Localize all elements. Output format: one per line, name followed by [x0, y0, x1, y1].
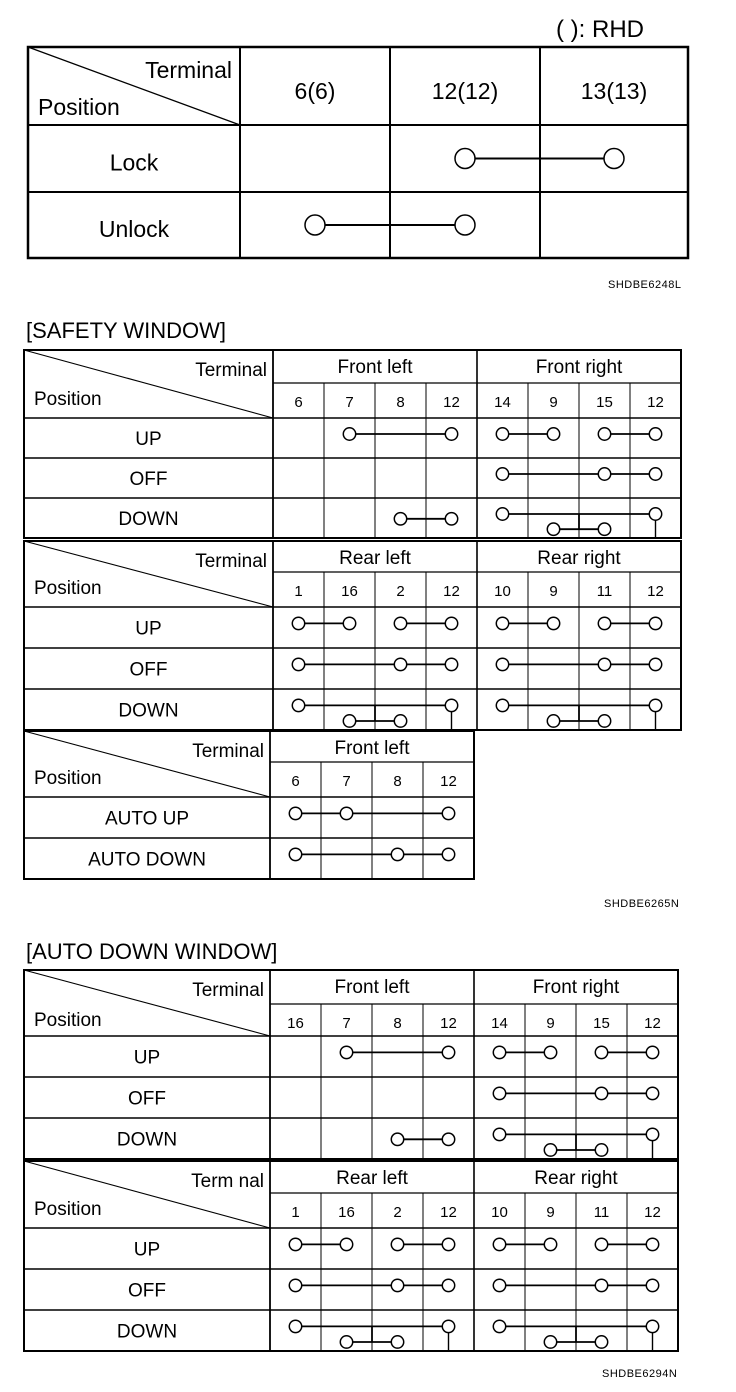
lock-row-position: Lock: [109, 149, 159, 176]
terminal-number: 12: [440, 1015, 457, 1032]
terminal-number: 11: [593, 1204, 610, 1221]
header-position-label: Position: [34, 389, 102, 410]
continuity-node: [391, 1336, 403, 1348]
position-label: AUTO UP: [104, 808, 190, 830]
continuity-node: [289, 1320, 301, 1332]
rhd-note: ( ): RHD: [556, 16, 644, 43]
position-label: UP: [133, 1047, 161, 1069]
continuity-node: [493, 1046, 505, 1058]
continuity-node: [544, 1336, 556, 1348]
terminal-number: 6: [291, 773, 300, 790]
terminal-group-label: Front left: [337, 357, 413, 378]
terminal-number: 1: [291, 1204, 300, 1221]
terminal-number: 8: [396, 394, 405, 411]
terminal-group-label: Rear left: [336, 1168, 408, 1189]
continuity-node: [493, 1279, 505, 1291]
continuity-node: [595, 1336, 607, 1348]
header-terminal-label: Terminal: [192, 980, 264, 1001]
continuity-node: [442, 1046, 454, 1058]
terminal-number: 2: [393, 1204, 402, 1221]
continuity-node: [391, 1279, 403, 1291]
continuity-node: [493, 1087, 505, 1099]
auto-down-window-code: SHDBE6294N: [602, 1368, 678, 1380]
continuity-node: [442, 1279, 454, 1291]
terminal-number: 9: [546, 1204, 555, 1221]
terminal-number: 8: [393, 1015, 402, 1032]
continuity-node: [595, 1279, 607, 1291]
lock-header-terminal: Terminal: [145, 57, 232, 83]
position-label: DOWN: [118, 509, 179, 530]
lock-row-position: Unlock: [98, 216, 170, 242]
safety-window-code: SHDBE6265N: [604, 898, 680, 910]
header-terminal-label: Terminal: [195, 551, 267, 572]
continuity-node: [340, 1336, 352, 1348]
terminal-group-label: Rear left: [339, 548, 411, 569]
terminal-number: 12: [644, 1204, 661, 1221]
terminal-number: 16: [341, 583, 358, 600]
terminal-number: 12: [440, 1204, 457, 1221]
position-label: DOWN: [118, 700, 179, 722]
continuity-node: [391, 1133, 403, 1145]
terminal-number: 9: [549, 583, 558, 600]
continuity-node: [595, 1238, 607, 1250]
terminal-number: 12: [440, 773, 457, 790]
terminal-number: 14: [494, 394, 511, 411]
continuity-node: [493, 1128, 505, 1140]
header-position-label: Position: [34, 1010, 102, 1031]
terminal-number: 9: [546, 1015, 555, 1032]
position-label: UP: [133, 1239, 161, 1261]
terminal-number: 12: [644, 1015, 661, 1032]
terminal-number: 8: [393, 773, 402, 790]
header-terminal-label: Terminal: [192, 741, 264, 762]
terminal-number: 12: [647, 394, 664, 411]
auto-down-window-title: [AUTO DOWN WINDOW]: [26, 939, 278, 964]
terminal-number: 15: [596, 394, 613, 411]
continuity-node: [493, 1238, 505, 1250]
terminal-number: 7: [342, 773, 351, 790]
continuity-node: [340, 1238, 352, 1250]
continuity-node: [595, 1046, 607, 1058]
terminal-number: 16: [287, 1015, 304, 1032]
continuity-node: [340, 1046, 352, 1058]
continuity-node: [646, 1128, 658, 1140]
position-label: OFF: [129, 469, 168, 490]
terminal-number: 14: [491, 1015, 508, 1032]
continuity-node: [646, 1279, 658, 1291]
terminal-number: 9: [549, 394, 558, 411]
continuity-node: [646, 1087, 658, 1099]
position-label: DOWN: [116, 1129, 178, 1151]
terminal-group-label: Front left: [334, 977, 410, 998]
terminal-number: 6: [294, 394, 303, 411]
terminal-number: 7: [345, 394, 354, 411]
terminal-number: 11: [596, 583, 613, 600]
continuity-node: [544, 1046, 556, 1058]
terminal-group-label: Front right: [535, 357, 623, 378]
continuity-node: [289, 1238, 301, 1250]
terminal-number: 15: [593, 1015, 610, 1032]
terminal-number: 2: [396, 583, 405, 600]
continuity-node: [391, 1238, 403, 1250]
continuity-node: [544, 1144, 556, 1156]
position-label: OFF: [128, 1280, 166, 1302]
terminal-number: 12: [443, 583, 460, 600]
continuity-node: [646, 1046, 658, 1058]
header-position-label: Position: [34, 1199, 102, 1220]
header-terminal-label: Terminal: [195, 360, 267, 381]
continuity-node: [442, 1238, 454, 1250]
position-label: DOWN: [116, 1321, 178, 1343]
continuity-node: [493, 1320, 505, 1332]
terminal-number: 10: [491, 1204, 508, 1221]
lock-header-position: Position: [38, 94, 120, 120]
lock-column-terminal: 12(12): [431, 78, 499, 104]
terminal-number: 7: [342, 1015, 351, 1032]
terminal-group-label: Rear right: [534, 1168, 618, 1189]
continuity-node: [595, 1087, 607, 1099]
lock-column-terminal: 13(13): [580, 78, 648, 104]
position-label: OFF: [129, 659, 168, 681]
terminal-group-label: Front right: [532, 977, 620, 998]
header-position-label: Position: [34, 578, 102, 599]
terminal-group-label: Front left: [334, 738, 410, 759]
position-label: UP: [135, 429, 162, 450]
continuity-node: [595, 1144, 607, 1156]
continuity-node: [442, 1133, 454, 1145]
terminal-number: 12: [647, 583, 664, 600]
safety-window-title: [SAFETY WINDOW]: [26, 318, 227, 343]
terminal-group-label: Rear right: [537, 548, 621, 569]
lock-table-code: SHDBE6248L: [608, 279, 682, 291]
continuity-node: [544, 1238, 556, 1250]
continuity-node: [289, 1279, 301, 1291]
terminal-number: 12: [443, 394, 460, 411]
header-terminal-label: Term nal: [191, 1171, 264, 1192]
terminal-number: 10: [494, 583, 511, 600]
lock-column-terminal: 6(6): [294, 78, 336, 104]
header-position-label: Position: [34, 768, 102, 789]
position-label: OFF: [128, 1088, 166, 1110]
continuity-node: [442, 1320, 454, 1332]
position-label: AUTO DOWN: [88, 849, 206, 871]
continuity-node: [646, 1238, 658, 1250]
continuity-node: [646, 1320, 658, 1332]
terminal-number: 16: [338, 1204, 355, 1221]
position-label: UP: [135, 618, 162, 640]
terminal-number: 1: [294, 583, 303, 600]
